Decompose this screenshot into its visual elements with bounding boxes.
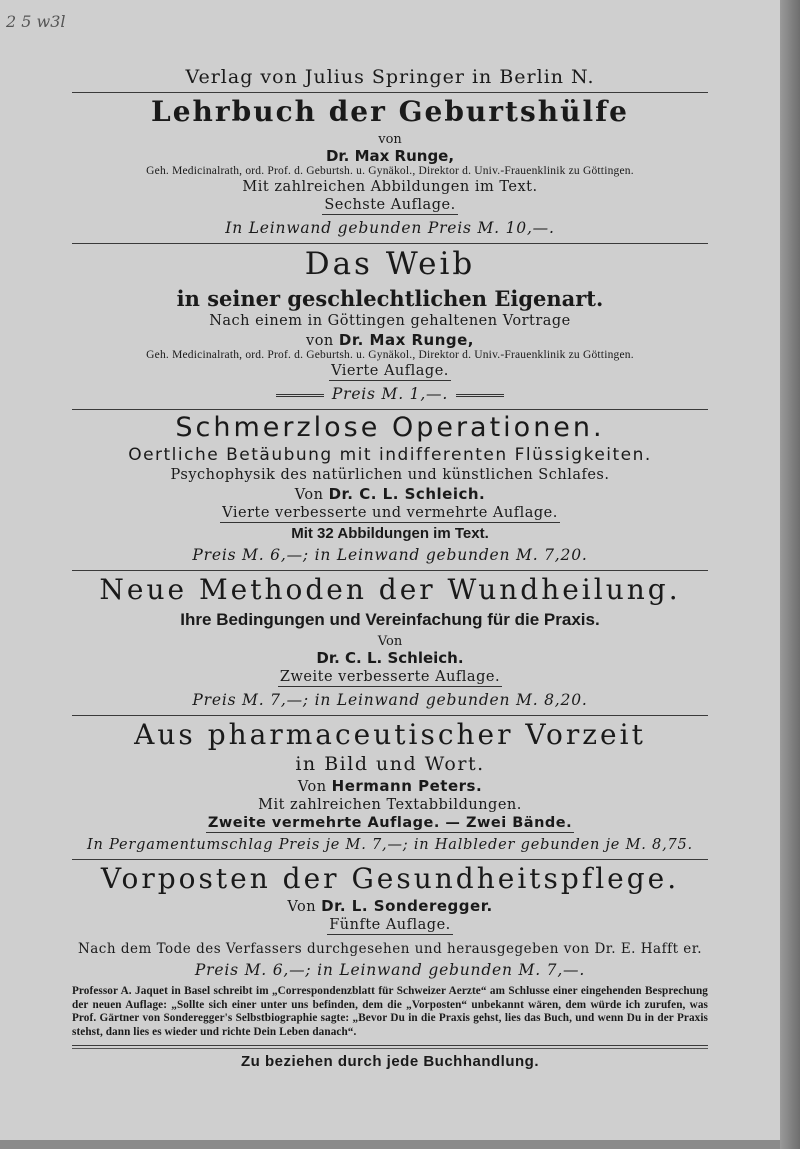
book-lehrbuch	[72, 95, 708, 241]
book-price: In Leinwand gebunden Preis M. 10,—.	[225, 219, 555, 237]
book-price: Preis M. 7,—; in Leinwand gebunden M. 8,20.	[192, 691, 588, 709]
double-rule-left	[276, 394, 324, 397]
book-von: Von	[287, 899, 317, 915]
divider	[72, 409, 708, 410]
book-von: von	[306, 333, 334, 349]
book-author: Dr. C. L. Schleich.	[328, 485, 486, 503]
book-author: Dr. C. L. Schleich.	[316, 649, 464, 667]
double-rule-right	[456, 394, 504, 397]
book-subtitle: in Bild und Wort.	[295, 753, 485, 775]
book-title: Aus pharmaceutischer Vorzeit	[134, 718, 646, 751]
book-price: Preis M. 1,—.	[331, 385, 449, 403]
book-das-weib	[72, 246, 708, 407]
divider	[72, 715, 708, 716]
divider	[72, 92, 708, 93]
book-author: Hermann Peters.	[331, 777, 483, 795]
book-illustrations: Mit 32 Abbildungen im Text.	[291, 525, 489, 542]
book-pharmaceutischer-vorzeit	[72, 718, 708, 857]
book-review-quote: Professor A. Jaquet in Basel schreibt im „Correspondenzblatt für Schweizer Aerzte“ am Schlusse einer eingehenden Besprechung der neuen Auflage: „Sollte sich einer unter uns befinden, dem die „Vorposten“ unbekannt wären, dem würde ich zurufen, was Prof. Gärtner von Sonderegger's Selbstbiographie sagte: „Bevor Du in die Praxis gehst, lies das Buch, und wenn Du in der Praxis stehst, dann lies es wieder und richte Dein Leben danach“.	[72, 985, 708, 1038]
book-affiliation: Geh. Medicinalrath, ord. Prof. d. Geburtsh. u. Gynäkol., Direktor d. Univ.-Frauenklinik zu Göttingen.	[146, 165, 634, 177]
corner-note: 2 5 w3l	[6, 12, 66, 31]
book-price: Preis M. 6,—; in Leinwand gebunden M. 7,—.	[194, 961, 586, 979]
book-neue-methoden	[72, 573, 708, 713]
book-title: Lehrbuch der Geburtshülfe	[151, 95, 629, 128]
book-author: Dr. Max Runge,	[338, 331, 474, 349]
book-subtitle: Ihre Bedingungen und Vereinfachung für die Praxis.	[180, 610, 600, 629]
book-von: Von	[297, 779, 327, 795]
book-edition: Zweite vermehrte Auflage. — Zwei Bände.	[207, 815, 573, 831]
book-detail: Psychophysik des natürlichen und künstlichen Schlafes.	[170, 467, 610, 483]
book-von: von	[378, 132, 402, 147]
book-edition: Fünfte Auflage.	[329, 917, 451, 933]
book-detail: Mit zahlreichen Abbildungen im Text.	[242, 179, 538, 195]
book-title: Vorposten der Gesundheitspflege.	[100, 862, 680, 895]
book-affiliation: Geh. Medicinalrath, ord. Prof. d. Geburtsh. u. Gynäkol., Direktor d. Univ.-Frauenklinik zu Göttingen.	[146, 349, 634, 361]
book-von: Von	[294, 487, 324, 503]
book-edition: Vierte verbesserte und vermehrte Auflage.	[222, 505, 558, 521]
book-edition: Vierte Auflage.	[331, 363, 449, 379]
divider	[72, 1048, 708, 1049]
page-edge	[780, 0, 800, 1149]
book-price: In Pergamentumschlag Preis je M. 7,—; in Halbleder gebunden je M. 8,75.	[87, 837, 693, 853]
book-title: Schmerzlose Operationen.	[175, 412, 605, 443]
book-vorposten	[72, 862, 708, 1043]
book-subtitle: in seiner geschlechtlichen Eigenart.	[176, 286, 604, 311]
book-edition: Zweite verbesserte Auflage.	[279, 669, 501, 685]
divider	[72, 570, 708, 571]
divider	[72, 859, 708, 860]
book-title: Neue Methoden der Wundheilung.	[99, 573, 681, 606]
divider	[72, 243, 708, 244]
book-price: Preis M. 6,—; in Leinwand gebunden M. 7,20.	[192, 546, 588, 564]
book-schmerzlose-operationen	[72, 412, 708, 568]
book-author: Dr. Max Runge,	[325, 147, 455, 165]
book-edition: Sechste Auflage.	[324, 197, 456, 213]
book-subtitle: Oertliche Betäubung mit indifferenten Flüssigkeiten.	[128, 445, 652, 465]
footer-note: Zu beziehen durch jede Buchhandlung.	[240, 1053, 539, 1070]
publisher-line: Verlag von Julius Springer in Berlin N.	[185, 66, 595, 88]
book-detail: Nach dem Tode des Verfassers durchgesehen und herausgegeben von Dr. E. Hafft er.	[77, 941, 703, 957]
book-detail: Nach einem in Göttingen gehaltenen Vortrage	[209, 313, 571, 329]
book-detail: Mit zahlreichen Textabbildungen.	[258, 797, 522, 813]
book-author: Dr. L. Sonderegger.	[321, 897, 493, 915]
book-title: Das Weib	[304, 246, 476, 282]
book-von: Von	[377, 634, 403, 649]
divider	[72, 1045, 708, 1046]
